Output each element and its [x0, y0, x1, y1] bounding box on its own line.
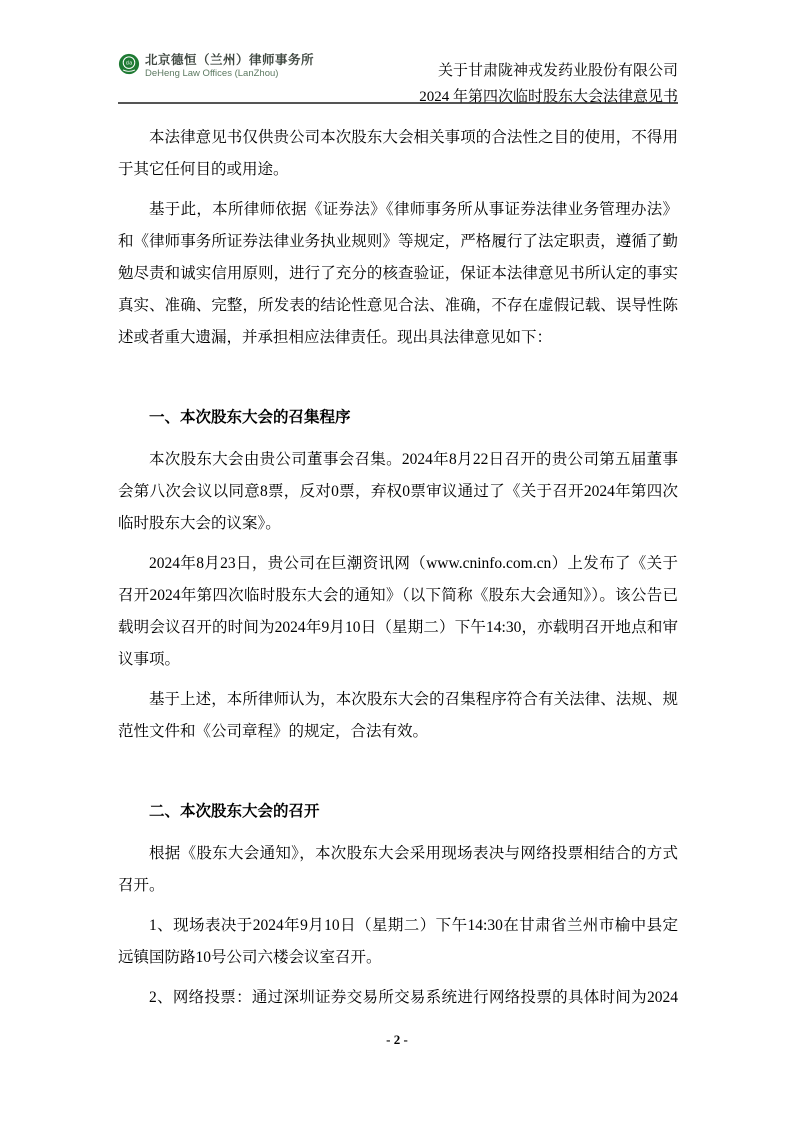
paragraph-meeting-notice: 2024年8月23日，贵公司在巨潮资讯网（www.cninfo.com.cn）上发布了《关于召开2024年第四次临时股东大会的通知》（以下简称《股东大会通知》）。该公告已载明会议召开的时间为2024年9月10日（星期二）下午14:30，亦载明召开地点和审议事项。 — [118, 555, 678, 668]
document-body — [118, 122, 678, 1014]
page-footer — [0, 1032, 794, 1048]
paragraph-voting-method: 根据《股东大会通知》，本次股东大会采用现场表决与网络投票相结合的方式召开。 — [118, 845, 678, 894]
paragraph-online-voting: 2、网络投票：通过深圳证券交易所交易系统进行网络投票的具体时间为2024 — [149, 989, 678, 1006]
paragraph-board-resolution: 本次股东大会由贵公司董事会召集。2024年8月22日召开的贵公司第五届董事会第八次会议以同意8票，反对0票，弃权0票审议通过了《关于召开2024年第四次临时股东大会的议案》。 — [118, 451, 678, 532]
paragraph-legal-basis: 基于此，本所律师依据《证券法》《律师事务所从事证券法律业务管理办法》和《律师事务所证券法律业务执业规则》等规定，严格履行了法定职责，遵循了勤勉尽责和诚实信用原则，进行了充分的核查验证，保证本法律意见书所认定的事实真实、准确、完整，所发表的结论性意见合法、准确，不存在虚假记载、误导性陈述或者重大遗漏，并承担相应法律责任。现出具法律意见如下： — [118, 201, 678, 346]
deheng-emblem-icon — [118, 53, 140, 75]
document-header — [118, 50, 678, 105]
paragraph-usage-restriction: 本法律意见书仅供贵公司本次股东大会相关事项的合法性之目的使用，不得用于其它任何目的或用途。 — [118, 129, 678, 178]
paragraph-convening-conclusion: 基于上述，本所律师认为，本次股东大会的召集程序符合有关法律、法规、规范性文件和《公司章程》的规定，合法有效。 — [118, 691, 678, 740]
paragraph-onsite-voting: 1、现场表决于2024年9月10日（星期二）下午14:30在甘肃省兰州市榆中县定远镇国防路10号公司六楼会议室召开。 — [118, 917, 678, 966]
header-title-line1: 关于甘肃陇神戎发药业股份有限公司 — [437, 63, 678, 79]
law-firm-logo — [118, 53, 314, 80]
law-firm-name — [145, 53, 314, 80]
law-firm-name-en: DeHeng Law Offices (LanZhou) — [145, 68, 279, 79]
svg-text:cla: cla — [125, 60, 133, 67]
section-heading-convening-procedure: 一、本次股东大会的召集程序 — [149, 409, 351, 426]
header-title — [419, 58, 678, 110]
law-firm-name-cn: 北京德恒（兰州）律师事务所 — [145, 53, 315, 67]
header-title-line2: 2024 年第四次临时股东大会法律意见书 — [419, 89, 678, 105]
section-heading-meeting-holding: 二、本次股东大会的召开 — [149, 803, 320, 820]
page-number: - 2 - — [386, 1032, 408, 1047]
